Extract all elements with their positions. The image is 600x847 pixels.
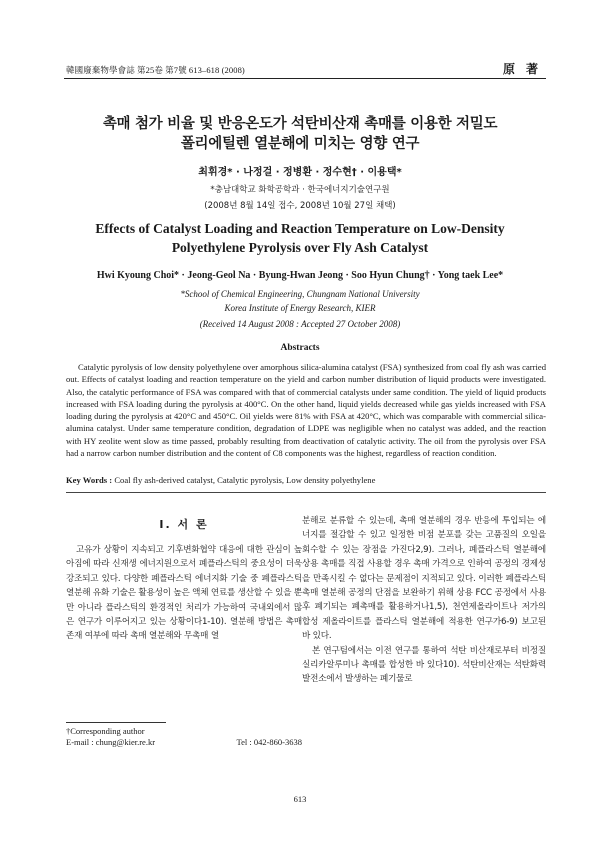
korean-title-line2: 폴리에틸렌 열분해에 미치는 영향 연구 [180, 136, 420, 152]
abstract-text: Catalytic pyrolysis of low density polyethylene over amorphous silica-alumina catalyst (FSA) synthesized from coal fly ash was carried out. Effects of catalyst loading and reaction temperature on the yield and carbon number distribution of liquid products were investigated. Also, the catalytic performance of FSA was compared with that of commercial catalysts under same condition. The yield of liquid products increased with FSA loading during the pyrolysis at 400°C. On the other hand, liquid yields decreased while gas yields increased with FSA loading during the pyrolysis at 420°C and 450°C. Oil yields were 81% with FSA at 420°C, which was comparable with commercial silica-alumina catalyst. Under same temperature condition, degradation of LDPE was negligible when no catalyst was added, and the reaction with HY zeolite went slow as time passed, probably resulting from deactivation of catalytic activity. The oil from the pyrolysis over FSA had a narrow carbon number distribution and the content of C8 components was the highest, regardless of reaction condition. [66, 362, 546, 459]
abstract-divider [66, 492, 546, 493]
footnote-tel: Tel : 042-860-3638 [236, 737, 302, 747]
english-title-line2: Polyethylene Pyrolysis over Fly Ash Catalyst [171, 240, 429, 255]
english-authors: Hwi Kyoung Choi* · Jeong-Geol Na · Byung-Hwan Jeong · Soo Hyun Chung† · Yong taek Lee* [96, 270, 504, 281]
abstract-heading: Abstracts [280, 343, 320, 353]
korean-authors: 최휘경* · 나정걸 · 정병환 · 정수현† · 이용택* [198, 167, 402, 178]
journal-header: 韓國廢棄物學會誌 第25卷 第7號 613–618 (2008) [66, 65, 245, 75]
english-dates: (Received 14 August 2008 : Accepted 27 October 2008) [199, 319, 401, 329]
header-divider [64, 78, 546, 79]
korean-affiliation: *충남대학교 화학공학과 · 한국에너지기술연구원 [210, 185, 390, 195]
footnote-divider [66, 722, 166, 723]
intro-paragraph-2: 본 연구팀에서는 이전 연구를 통하여 석탄 비산재로부터 비정질 실리카알루미나 촉매를 합성한 바 있다10). 석탄비산재는 석탄화력발전소에서 발생하는 폐기물로 [302, 645, 546, 685]
article-type-label: 原 著 [502, 62, 542, 76]
footnote-email: E-mail : chung@kier.re.kr [66, 737, 156, 747]
english-title-line1: Effects of Catalyst Loading and Reaction Temperature on Low-Density [95, 221, 505, 236]
english-affiliation-1: *School of Chemical Engineering, Chungnam National University [180, 289, 420, 299]
korean-dates: (2008년 8월 14일 접수, 2008년 10월 27일 채택) [204, 201, 396, 211]
right-column [302, 514, 546, 687]
page-number: 613 [293, 794, 307, 804]
korean-title-line1: 촉매 첨가 비율 및 반응온도가 석탄비산재 촉매를 이용한 저밀도 [102, 116, 498, 132]
section-title: I. 서 론 [159, 518, 209, 531]
left-column [66, 543, 302, 644]
keywords-label: Key Words : [66, 475, 113, 485]
footnote [66, 726, 302, 748]
intro-paragraph-1-cont: 분해로 분류할 수 있는데, 촉매 열분해의 경우 반응에 투입되는 에너지를 절감할 수 있고 일정한 비점 분포를 갖는 고품질의 오일을 회수할 수 있는 장점을 가진다2,9). 그러나, 폐플라스틱 열분해에 상용 촉매를 직접 사용할 경우 촉매 가격으로 인하여 공정의 경제성을 만족시킬 수 없다는 문제점이 지적되고 있다. 이러한 폐플라스틱 촉매 열분해 공정의 단점을 보완하기 위해 상용 FCC 공정에서 사용 후 폐기되는 폐촉매를 활용하거나1,5), 천연제올라이트나 저가의 합성 제올라이트를 플라스틱 열분해에 적용한 연구가6-9) 보고된 바 있다. [302, 516, 546, 642]
footnote-label: †Corresponding author [66, 726, 145, 736]
keywords-text: Coal fly ash-derived catalyst, Catalytic pyrolysis, Low density polyethylene [114, 475, 376, 485]
english-affiliation-2: Korea Institute of Energy Research, KIER [224, 303, 376, 313]
intro-paragraph-1: 고유가 상황이 지속되고 기후변화협약 대응에 대한 관심이 높아짐에 따라 신재생 에너지원으로서 폐플라스틱의 중요성이 더욱 강조되고 있다. 다양한 폐플라스틱 에너지화 기술 중 폐플라스틱 열분해 유화 기술은 활용성이 높은 액체 연료를 생산할 수 있을 뿐만 아니라 플라스틱의 환경적인 처리가 가능하여 국내외에서 많은 연구가 이루어지고 있는 상황이다1-10). 열분해 방법은 촉매 존재 여부에 따라 촉매 열분해와 무촉매 열 [66, 545, 302, 642]
keywords [66, 475, 546, 485]
